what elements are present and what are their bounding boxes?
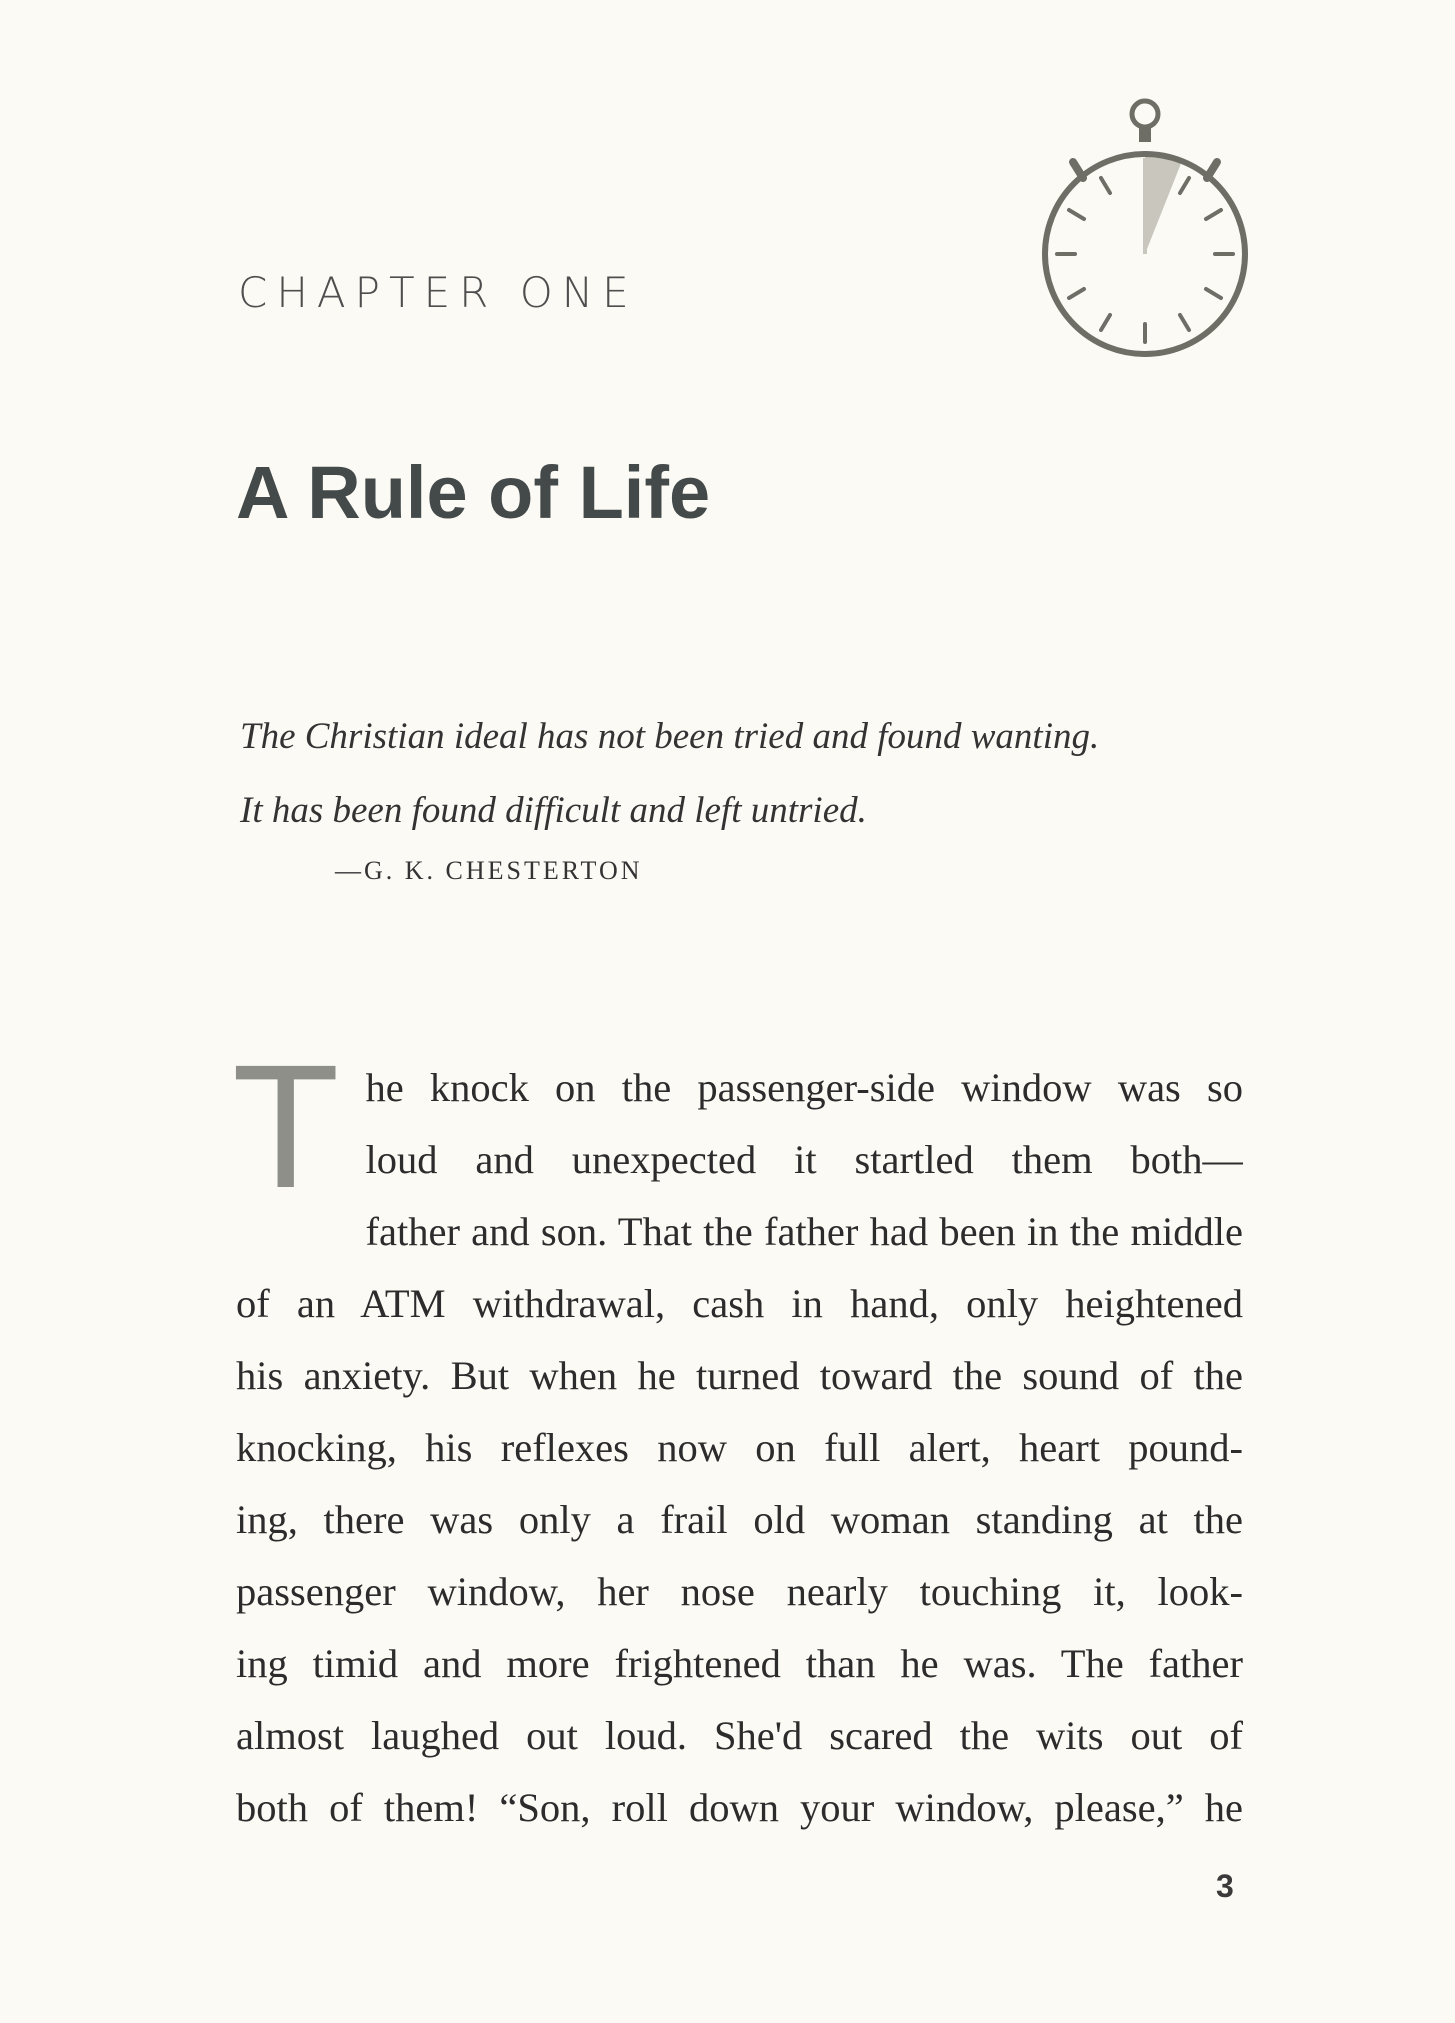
epigraph (240, 700, 1240, 886)
body-line: ing timid and more frightened than he was. The father (236, 1641, 1243, 1686)
chapter-title: A Rule of Life (236, 451, 711, 534)
body-line: almost laughed out loud. She'd scared the wits out of (236, 1713, 1243, 1758)
body-line: of an ATM withdrawal, cash in hand, only heightened (236, 1281, 1243, 1326)
body-text (232, 1029, 1243, 1844)
body-line: ing, there was only a frail old woman standing at the (236, 1497, 1243, 1542)
page-number: 3 (1216, 1868, 1234, 1904)
body-line: he knock on the passenger-side window was so (365, 1065, 1243, 1110)
body-line: his anxiety. But when he turned toward the sound of the (236, 1353, 1243, 1398)
epigraph-attribution: —G. K. CHESTERTON (335, 856, 643, 885)
epigraph-line: It has been found difficult and left untried. (240, 790, 867, 831)
body-line: loud and unexpected it startled them both— (365, 1137, 1243, 1182)
body-line: passenger window, her nose nearly touching it, look- (236, 1569, 1243, 1614)
stopwatch-icon (1035, 92, 1255, 382)
drop-cap: T (232, 1029, 340, 1225)
body-line: knocking, his reflexes now on full alert, heart pound- (236, 1425, 1243, 1470)
body-line: both of them! “Son, roll down your window, please,” he (236, 1785, 1243, 1830)
body-line: father and son. That the father had been in the middle (365, 1209, 1243, 1254)
epigraph-line: The Christian ideal has not been tried and found wanting. (240, 716, 1100, 757)
chapter-label: CHAPTER ONE (238, 268, 638, 317)
